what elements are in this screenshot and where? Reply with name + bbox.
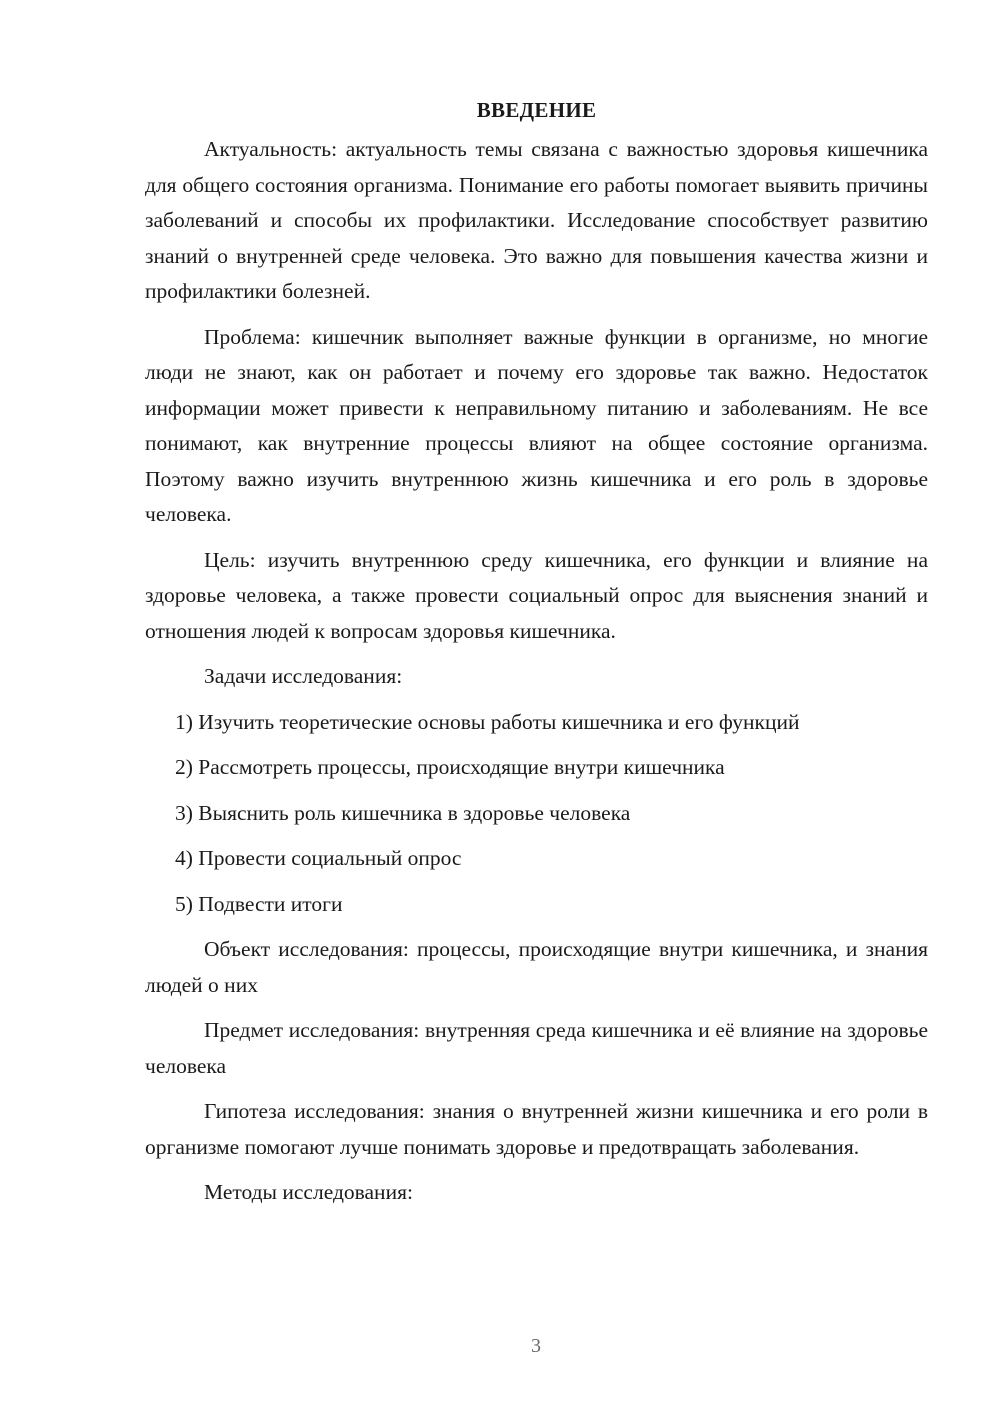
list-item: 2) Рассмотреть процессы, происходящие внутри кишечника <box>175 755 725 779</box>
paragraph-relevance: Актуальность: актуальность темы связана с важностью здоровья кишечника для общего состояния организма. Понимание его работы помогает выявить причины заболеваний и способы их профилактики. Исследование способствует развитию знаний о внутренней среде человека. Это важно для повышения качества жизни и профилактики болезней. <box>145 137 928 303</box>
paragraph-hypothesis: Гипотеза исследования: знания о внутренней жизни кишечника и его роли в организме помогают лучше понимать здоровье и предотвращать заболевания. <box>145 1099 928 1159</box>
page-number: 3 <box>531 1335 541 1357</box>
paragraph-object: Объект исследования: процессы, происходящие внутри кишечника, и знания людей о них <box>145 937 928 997</box>
paragraph-subject: Предмет исследования: внутренняя среда кишечника и её влияние на здоровье человека <box>145 1018 928 1078</box>
list-item: 1) Изучить теоретические основы работы кишечника и его функций <box>175 709 800 734</box>
document-page <box>145 96 928 1221</box>
tasks-list <box>145 705 928 923</box>
methods-heading: Методы исследования: <box>204 1180 413 1204</box>
page-title: ВВЕДЕНИЕ <box>476 98 597 122</box>
paragraph-problem: Проблема: кишечник выполняет важные функции в организме, но многие люди не знают, как он работает и почему его здоровье так важно. Недостаток информации может привести к неправильному питанию и заболеваниям. Не все понимают, как внутренние процессы влияют на общее состояние организма. Поэтому важно изучить внутреннюю жизнь кишечника и его роль в здоровье человека. <box>145 324 928 526</box>
list-item: 5) Подвести итоги <box>175 891 343 916</box>
tasks-heading: Задачи исследования: <box>204 664 403 688</box>
list-item: 4) Провести социальный опрос <box>175 846 462 870</box>
list-item: 3) Выяснить роль кишечника в здоровье человека <box>175 800 631 825</box>
paragraph-goal: Цель: изучить внутреннюю среду кишечника, его функции и влияние на здоровье человека, а также провести социальный опрос для выяснения знаний и отношения людей к вопросам здоровья кишечника. <box>145 547 928 643</box>
